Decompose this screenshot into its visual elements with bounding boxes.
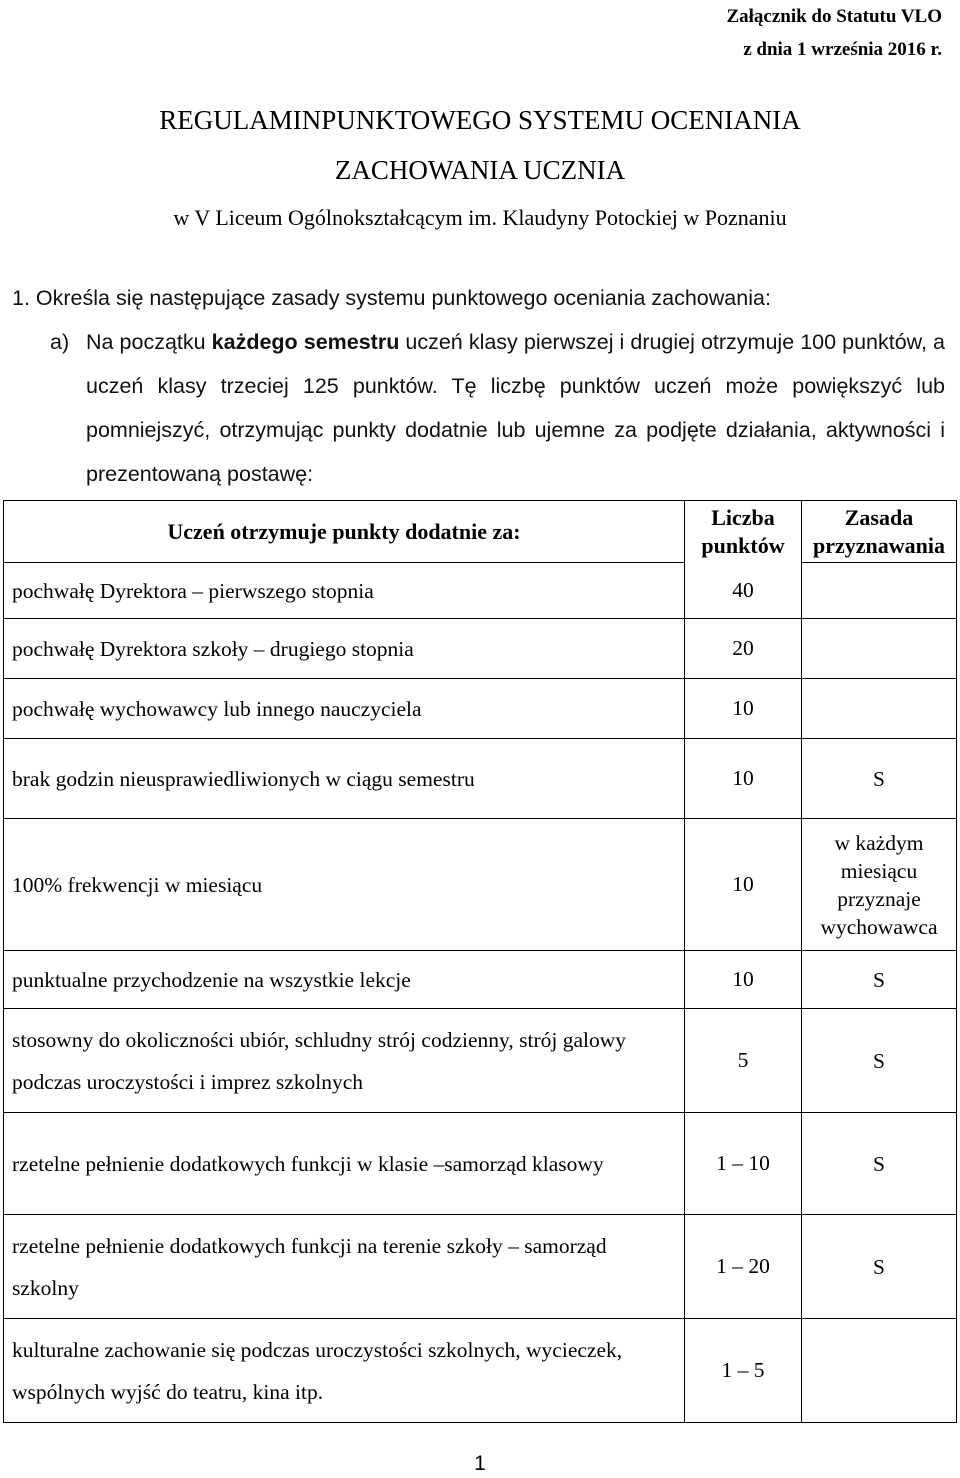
row-description: stosowny do okoliczności ubiór, schludny strój codzienny, strój galowy podczas uroczystości i imprez szkolnych [4,1009,685,1113]
header-rule [802,501,957,563]
row-rule: S [802,1009,957,1113]
point-a-pre: Na początku [86,330,212,354]
row-points: 10 [685,819,802,951]
row-rule: S [802,951,957,1009]
row-description: 100% frekwencji w miesiącu [4,819,685,951]
row-description: kulturalne zachowanie się podczas uroczystości szkolnych, wycieczek, wspólnych wyjść do teatru, kina itp. [4,1319,685,1423]
points-table [3,500,957,1423]
row-points: 10 [685,679,802,739]
table-row [4,1215,957,1319]
document-title-line-2: ZACHOWANIA UCZNIA [334,155,626,185]
row-points: 5 [685,1009,802,1113]
row-rule: S [802,1113,957,1215]
row-rule: w każdym miesiącu przyznaje wychowawca [802,819,957,951]
row-rule: S [802,1215,957,1319]
table-row [4,619,957,679]
table-row [4,679,957,739]
header-rule-line-1: Zasada [844,504,914,530]
annex-note [726,0,942,66]
row-description: pochwałę wychowawcy lub innego nauczyciela [4,679,685,739]
page-number: 1 [474,1452,486,1475]
row-points: 1 – 20 [685,1215,802,1319]
table-row [4,563,957,619]
row-points: 1 – 10 [685,1113,802,1215]
row-points: 40 [685,563,802,619]
header-rule-line-2: przyznawania [813,532,945,558]
row-rule: S [802,739,957,819]
row-points: 1 – 5 [685,1319,802,1423]
row-points: 10 [685,951,802,1009]
header-points-line-2: punktów [701,532,785,558]
row-description: brak godzin nieusprawiedliwionych w ciągu semestru [4,739,685,819]
table-row [4,1009,957,1113]
header-points [685,501,802,563]
document-title-line-1: REGULAMINPUNKTOWEGO SYSTEMU OCENIANIA [159,105,801,135]
table-row [4,951,957,1009]
table-row [4,819,957,951]
table-row [4,1319,957,1423]
header-description: Uczeń otrzymuje punkty dodatnie za: [4,501,685,563]
table-row [4,739,957,819]
point-a-text [86,320,945,496]
table-row [4,1113,957,1215]
header-points-line-1: Liczba [711,504,775,530]
row-rule [802,563,957,619]
annex-line-2: z dnia 1 września 2016 r. [743,39,942,60]
row-rule [802,1319,957,1423]
row-points: 10 [685,739,802,819]
point-a-bold: każdego semestru [211,330,400,354]
table-header-row [4,501,957,563]
row-points: 20 [685,619,802,679]
point-1: 1. Określa się następujące zasady systemu punktowego oceniania zachowania: [12,286,771,310]
row-description: pochwałę Dyrektora – pierwszego stopnia [4,563,685,619]
row-rule [802,619,957,679]
point-a-post: uczeń klasy pierwszej i drugiej otrzymuje 100 punktów, a uczeń klasy trzeciej 125 punktów. Tę liczbę punktów uczeń może powiększyć lub pomniejszyć, otrzymując punkty dodatnie lub ujemne za podjęte działania, aktywności i prezentowaną postawę: [86,330,946,486]
row-description: punktualne przychodzenie na wszystkie lekcje [4,951,685,1009]
row-description: pochwałę Dyrektora szkoły – drugiego stopnia [4,619,685,679]
point-a-label: a) [50,330,70,354]
row-rule [802,679,957,739]
document-subtitle: w V Liceum Ogólnokształcącym im. Klaudyny Potockiej w Poznaniu [173,205,787,230]
annex-line-1: Załącznik do Statutu VLO [726,6,942,27]
row-description: rzetelne pełnienie dodatkowych funkcji na terenie szkoły – samorząd szkolny [4,1215,685,1319]
row-description: rzetelne pełnienie dodatkowych funkcji w klasie –samorząd klasowy [4,1113,685,1215]
point-a [50,320,945,496]
